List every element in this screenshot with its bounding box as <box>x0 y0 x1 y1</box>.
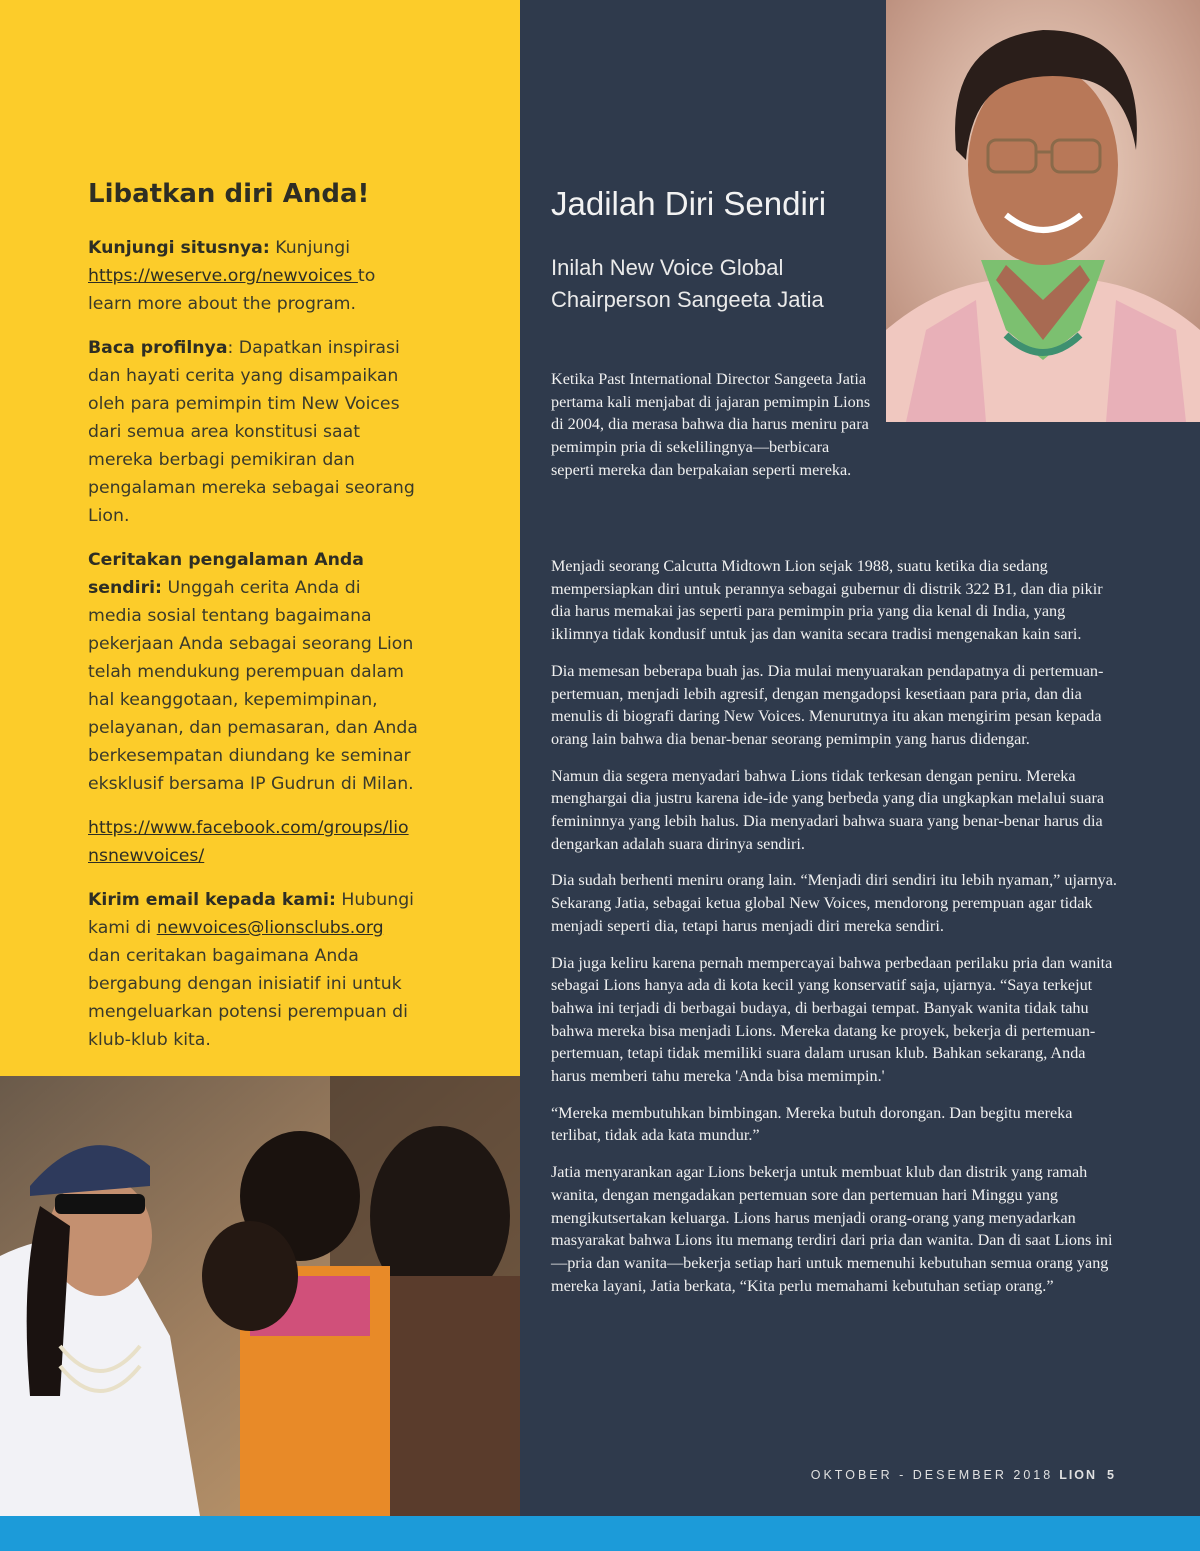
share-story-label: Ceritakan pengalaman Anda sendiri: <box>88 550 364 598</box>
facebook-paragraph <box>88 814 418 870</box>
body-paragraph: Dia memesan beberapa buah jas. Dia mulai menyuarakan pendapatnya di pertemuan-pertemuan, menjadi lebih agresif, dengan mengadopsi kesetiaan para pria, dan dia menulis di biografi daring New Voices. Menurutnya itu akan mengirim pesan kepada orang lain bahwa dia benar-benar seorang pemimpin yang harus didengar. <box>551 661 1104 748</box>
body-paragraph: Dia juga keliru karena pernah mempercayai bahwa perbedaan perilaku pria dan wanita sebagai Lions hanya ada di kota kecil yang konservatif saja, ujarnya. “Saya terkejut bahwa ini terjadi di berbagai budaya, di berbagai tempat. Banyak wanita tidak tahu bahwa mereka bisa menjadi Lions. Mereka datang ke proyek, bekerja di pertemuan-pertemuan, tetapi tidak memiliki suara dalam urusan klub. Bahkan sekarang, Anda harus memberi tahu mereka 'Anda bisa memimpin.' <box>551 953 1113 1086</box>
email-paragraph: Kirim email kepada kami: Hubungi kami di newvoices@lionsclubs.org dan ceritakan bagaimana Anda bergabung dengan inisiatif ini untuk mengeluarkan potensi perempuan di klub-klub kita. <box>88 890 414 1050</box>
article-title: Jadilah Diri Sendiri <box>551 185 827 222</box>
article-body <box>551 555 1119 1311</box>
body-paragraph: Namun dia segera menyadari bahwa Lions tidak terkesan dengan peniru. Mereka menghargai dia justru karena ide-ide yang berbeda yang dia ungkapkan melalui suara femininnya yang lebih halus. Dia menyadari bahwa suara yang benar-benar harus dia dengarkan adalah suara dirinya sendiri. <box>551 766 1105 853</box>
page-footer <box>811 1468 1114 1482</box>
share-story-paragraph: Ceritakan pengalaman Anda sendiri: Unggah cerita Anda di media sosial tentang bagaimana pekerjaan Anda sebagai seorang Lion telah mendukung perempuan dalam hal keanggotaan, kepemimpinan, pelayanan, dan pemasaran, dan Anda berkesempatan diundang ke seminar eksklusif bersama IP Gudrun di Milan. <box>88 550 418 794</box>
get-involved-title: Libatkan diri Anda! <box>88 179 370 209</box>
get-involved-box <box>88 176 418 1070</box>
body-paragraph: Dia sudah berhenti meniru orang lain. “Menjadi diri sendiri itu lebih nyaman,” ujarnya. Sekarang Jatia, sebagai ketua global New Voices, mendorong perempuan agar tidak menjadi seperti dia, tetapi harus menjadi diri mereka sendiri. <box>551 871 1117 935</box>
article-lead: Ketika Past International Director Sangeeta Jatia pertama kali menjabat di jajaran pemimpin Lions di 2004, dia merasa bahwa dia harus meniru para pemimpin pria di sekelilingnya—berbicara seperti mereka dan berpakaian seperti mereka. <box>551 370 871 479</box>
volunteer-with-children-photo <box>0 1076 520 1516</box>
weserve-link[interactable]: https://weserve.org/newvoices <box>88 266 358 286</box>
sangeeta-jatia-portrait <box>886 0 1200 422</box>
read-profiles-paragraph: Baca profilnya: Dapatkan inspirasi dan hayati cerita yang disampaikan oleh para pemimpin tim New Voices dari semua area konstitusi saat mereka berbagi pemikiran dan pengalaman mereka sebagai seorang Lion. <box>88 338 415 526</box>
visit-site-paragraph: Kunjungi situsnya: Kunjungi https://weserve.org/newvoices to learn more about the program. <box>88 238 376 314</box>
email-label: Kirim email kepada kami: <box>88 890 336 910</box>
bottom-blue-strip <box>0 1516 1200 1551</box>
body-paragraph: Menjadi seorang Calcutta Midtown Lion sejak 1988, suatu ketika dia sedang mempersiapkan diri untuk perannya sebagai gubernur di distrik 322 B1, dan dia pikir dia harus memakai jas seperti para pemimpin pria yang dia kenal di India, yang iklimnya tidak kondusif untuk jas dan wanita secara tradisi mengenakan kain sari. <box>551 557 1103 644</box>
article-subtitle: Inilah New Voice Global Chairperson Sangeeta Jatia <box>551 255 824 312</box>
left-yellow-panel <box>0 0 520 1076</box>
page-number: 5 <box>1107 1468 1114 1482</box>
issue-date: OKTOBER - DESEMBER 2018 <box>810 1468 1054 1482</box>
body-paragraph: Jatia menyarankan agar Lions bekerja untuk membuat klub dan distrik yang ramah wanita, dengan mengadakan pertemuan sore dan pertemuan hari Minggu yang mengikutsertakan keluarga. Lions harus menjadi orang-orang yang menyadarkan masyarakat bahwa Lions itu memang terdiri dari pria dan wanita. Dan di saat Lions ini—pria dan wanita—bekerja setiap hari untuk memenuhi kebutuhan semua orang yang mereka layani, Jatia berkata, “Kita perlu memahami kebutuhan setiap orang.” <box>551 1163 1113 1295</box>
facebook-link[interactable]: https://www.facebook.com/groups/lionsnewvoices/ <box>88 818 409 866</box>
email-link[interactable]: newvoices@lionsclubs.org <box>156 918 384 938</box>
read-profiles-label: Baca profilnya <box>88 338 228 358</box>
magazine-name: LION <box>1059 1468 1098 1482</box>
body-paragraph: “Mereka membutuhkan bimbingan. Mereka butuh dorongan. Dan begitu mereka terlibat, tidak ada kata mundur.” <box>551 1103 1073 1145</box>
visit-site-label: Kunjungi situsnya: <box>88 238 270 258</box>
